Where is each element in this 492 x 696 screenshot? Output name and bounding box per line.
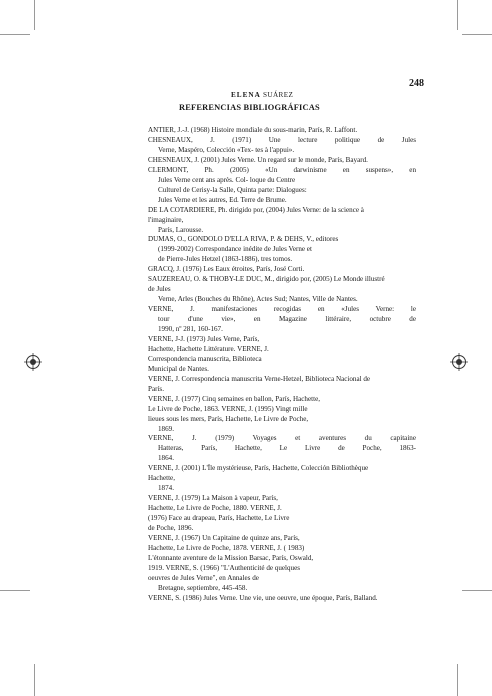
reference-line: VERNE, J. Correspondencia manuscrita Verne-Hetzel, Biblioteca Nacional de — [148, 374, 371, 383]
reference-line: Jules Verne cent ans après. Col- loque du Centre — [158, 175, 296, 184]
reference-line: Culturel de Cerisy-la Salle, Quinta parte: Dialogues: — [158, 185, 307, 194]
reference-entry — [148, 375, 416, 395]
reference-line: París, Larousse. — [158, 225, 204, 234]
reference-line: VERNE, J. (1979) Voyages et aventures du capitaine — [148, 434, 416, 443]
crop-mark — [462, 590, 492, 591]
reference-line: 1864. — [158, 454, 174, 463]
reference-entry — [148, 434, 416, 464]
reference-entry — [148, 305, 416, 335]
reference-line: GRACQ, J. (1976) Les Eaux étroites, París, José Corti. — [148, 265, 305, 274]
registration-target-icon — [24, 353, 42, 371]
registration-target-icon — [450, 353, 468, 371]
running-head-author-last: SUÁREZ — [262, 91, 294, 99]
reference-line: ANTIER, J.-J. (1968) Histoire mondiale du sous-marin, París, R. Laffont. — [148, 126, 358, 134]
reference-line: Hatteras, París, Hachette, Le Livre de Poche, 1863- — [158, 444, 416, 453]
reference-line: VERNE, J-J. (1973) Jules Verne, París, — [148, 334, 260, 343]
reference-line: de Jules — [148, 285, 171, 294]
reference-line: VERNE, J. manifestaciones recogidas en «Jules Verne: le — [148, 305, 416, 314]
crop-mark — [34, 664, 35, 696]
reference-line: 1874. — [158, 484, 174, 493]
reference-entry — [148, 126, 416, 136]
reference-entry — [148, 534, 416, 594]
crop-mark — [462, 34, 492, 35]
reference-entry — [148, 335, 416, 375]
reference-line: París. — [148, 384, 164, 393]
reference-line: Jules Verne et les autres, Ed. Terre de Brume. — [158, 195, 287, 204]
reference-line: VERNE, J. (1967) Un Capitaine de quinze ans, París, — [148, 533, 300, 542]
reference-entry — [148, 166, 416, 206]
reference-line: VERNE, J. (1979) La Maison à vapeur, París, — [148, 494, 278, 503]
reference-line: 1990, nº 281, 160-167. — [158, 325, 223, 333]
reference-line: (1976) Face au drapeau, París, Hachette, Le Livre — [148, 514, 290, 523]
reference-line: Correspondencia manuscrita, Biblioteca — [148, 354, 262, 363]
crop-mark — [0, 590, 30, 591]
reference-entry — [148, 464, 416, 494]
reference-line: Hachette, Hachette Littérature. VERNE, J. — [148, 344, 269, 353]
reference-line: Hachette, Le Livre de Poche, 1878. VERNE, J. ( 1983) — [148, 543, 305, 552]
crop-mark — [0, 34, 30, 35]
reference-entry — [148, 594, 416, 604]
reference-line: Hachette, Le Livre de Poche, 1880. VERNE, J. — [148, 504, 282, 513]
reference-entry — [148, 136, 416, 156]
reference-line: de Pierre-Jules Hetzel (1863-1886), tres tomos. — [158, 255, 293, 264]
reference-entry — [148, 156, 416, 166]
reference-line: Bretagne, septiembre, 445-458. — [158, 583, 248, 592]
reference-line: CHESNEAUX, J. (1971) Une lecture politique de Jules — [148, 135, 416, 144]
crop-mark — [34, 0, 35, 30]
reference-line: tour d'une vie», en Magazine littéraire, octubre de — [158, 315, 416, 324]
reference-list — [148, 126, 416, 604]
reference-entry — [148, 206, 416, 236]
running-head — [231, 91, 293, 99]
reference-line: (1999-2002) Correspondance inédite de Jules Verne et — [158, 245, 312, 254]
crop-mark — [457, 0, 458, 30]
reference-line: 1919. VERNE, S. (1966) "L'Authenticité de quelques — [148, 563, 301, 572]
crop-mark — [457, 664, 458, 696]
reference-line: DE LA COTARDIERE, Ph. dirigido por, (2004) Jules Verne: de la science à — [148, 205, 364, 214]
reference-entry — [148, 395, 416, 435]
reference-line: Verne, Maspéro, Colección «Tex- tes à l'appui». — [158, 145, 295, 154]
reference-line: Verne, Arles (Bouches du Rhône), Actes Sud; Nantes, Ville de Nantes. — [158, 295, 358, 304]
reference-line: CHESNEAUX, J. (2001) Jules Verne. Un regard sur le monde, París, Bayard. — [148, 155, 368, 164]
reference-entry — [148, 235, 416, 265]
section-title: REFERENCIAS BIBLIOGRÁFICAS — [179, 103, 320, 112]
reference-line: L'étonnante aventure de la Mission Barsac, París, Oswald, — [148, 553, 314, 562]
reference-line: Municipal de Nantes. — [148, 364, 209, 373]
page-number: 248 — [409, 78, 424, 89]
reference-line: l'imaginaire, — [148, 215, 184, 224]
reference-line: VERNE, S. (1986) Jules Verne. Une vie, une oeuvre, une époque, París, Balland. — [148, 593, 378, 602]
reference-line: oeuvres de Jules Verne", en Annales de — [148, 573, 259, 582]
reference-line: SAUZEREAU, O. & THOBY-LE DUC, M., dirigido por, (2005) Le Monde illustré — [148, 275, 385, 284]
reference-line: VERNE, J. (1977) Cinq semaines en ballon, París, Hachette, — [148, 394, 320, 403]
reference-line: Hachette, — [148, 474, 175, 483]
reference-line: Le Livre de Poche, 1863. VERNE, J. (1995) Vingt mille — [148, 404, 308, 413]
reference-entry — [148, 275, 416, 305]
reference-line: 1869. — [158, 424, 174, 433]
running-head-author-first: ELENA — [231, 91, 261, 99]
reference-line: CLERMONT, Ph. (2005) «Un darwinisme en suspens», en — [148, 165, 416, 174]
reference-line: DUMAS, O., GONDOLO D'ELLA RIVA, P. & DEHS, V., editores — [148, 235, 339, 244]
reference-entry — [148, 265, 416, 275]
reference-line: lieues sous les mers, París, Hachette, Le Livre de Poche, — [148, 414, 309, 423]
reference-entry — [148, 494, 416, 534]
reference-line: de Poche, 1896. — [148, 524, 194, 533]
reference-line: VERNE, J. (2001) L'Île mystérieuse, París, Hachette, Colección Bibliothèque — [148, 464, 369, 473]
